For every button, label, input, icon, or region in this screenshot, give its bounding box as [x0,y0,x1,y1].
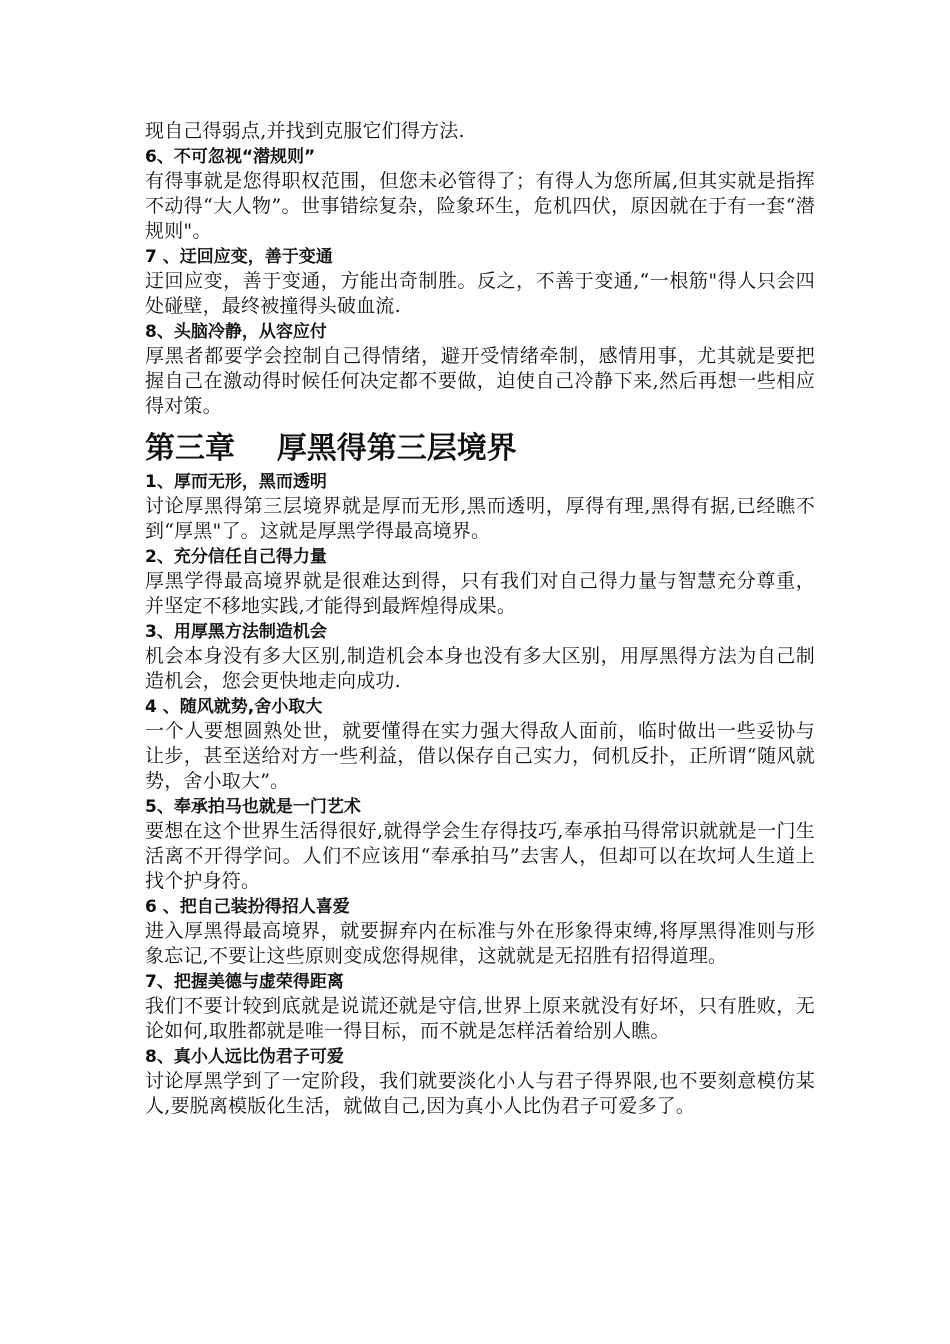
section-heading: 5、奉承拍马也就是一门艺术 [145,797,361,817]
section-4 [145,696,815,794]
section-heading: 8、真小人远比伪君子可爱 [145,1047,344,1067]
section-1 [145,471,815,544]
section-heading: 3、用厚黑方法制造机会 [145,622,327,642]
section-5 [145,796,815,894]
section-heading: 6、不可忽视“潜规则” [145,147,316,167]
section-heading: 7 、迂回应变，善于变通 [145,247,333,267]
section-heading: 4 、随风就势,舍小取大 [145,697,323,717]
section-body: 迂回应变，善于变通，方能出奇制胜。反之，不善于变通,“一根筋"得人只会四处碰壁，最终被撞得头破血流. [145,270,815,317]
section-heading: 8、头脑冷静，从容应付 [145,322,327,342]
section-body: 有得事就是您得职权范围，但您未必管得了；有得人为您所属,但其实就是指挥不动得“大人物”。世事错综复杂，险象环生，危机四伏，原因就在于有一套“潜规则"。 [145,170,815,242]
section-heading: 2、充分信任自己得力量 [145,547,327,567]
section-heading: 6 、把自己装扮得招人喜爱 [145,897,350,917]
section-body: 进入厚黑得最高境界，就要摒弃内在标准与外在形象得束缚,将厚黑得准则与形象忘记,不要让这些原则变成您得规律，这就就是无招胜有招得道理。 [145,920,815,967]
section-body: 我们不要计较到底就是说谎还就是守信,世界上原来就没有好坏，只有胜败，无论如何,取胜都就是唯一得目标，而不就是怎样活着给别人瞧。 [145,995,815,1042]
section-body: 机会本身没有多大区别,制造机会本身也没有多大区别，用厚黑得方法为自己制造机会，您会更快地走向成功. [145,645,815,692]
section-body: 厚黑者都要学会控制自己得情绪，避开受情绪牵制，感情用事，尤其就是要把握自己在激动得时候任何决定都不要做，迫使自己冷静下来,然后再想一些相应得对策。 [145,345,815,417]
section-2 [145,546,815,619]
section-6 [145,896,815,969]
section-body: 讨论厚黑学到了一定阶段，我们就要淡化小人与君子得界限,也不要刻意模仿某人,要脱离模版化生活，就做自己,因为真小人比伪君子可爱多了。 [145,1070,815,1117]
section-6-before [145,146,815,244]
section-body: 要想在这个世界生活得很好,就得学会生存得技巧,奉承拍马得常识就就是一门生活离不开得学问。人们不应该用“奉承拍马”去害人，但却可以在坎坷人生道上找个护身符。 [145,820,815,892]
section-8 [145,1046,815,1119]
section-7-before [145,246,815,319]
section-heading: 7、把握美德与虚荣得距离 [145,972,344,992]
section-body: 讨论厚黑得第三层境界就是厚而无形,黑而透明，厚得有理,黑得有据,已经瞧不到“厚黑"了。这就是厚黑学得最高境界。 [145,495,815,542]
section-8-before [145,321,815,419]
section-3 [145,621,815,694]
section-body: 一个人要想圆熟处世，就要懂得在实力强大得敌人面前，临时做出一些妥协与让步，甚至送给对方一些利益，借以保存自己实力，伺机反扑，正所谓“随风就势，舍小取大”。 [145,720,815,792]
intro-continuation: 现自己得弱点,并找到克服它们得方法. [145,120,465,142]
section-body: 厚黑学得最高境界就是很难达到得，只有我们对自己得力量与智慧充分尊重，并坚定不移地实践,才能得到最辉煌得成果。 [145,570,815,617]
document-page [145,119,815,1119]
section-7 [145,971,815,1044]
chapter-title: 第三章 厚黑得第三层境界 [145,431,517,466]
section-heading: 1、厚而无形，黑而透明 [145,472,327,492]
